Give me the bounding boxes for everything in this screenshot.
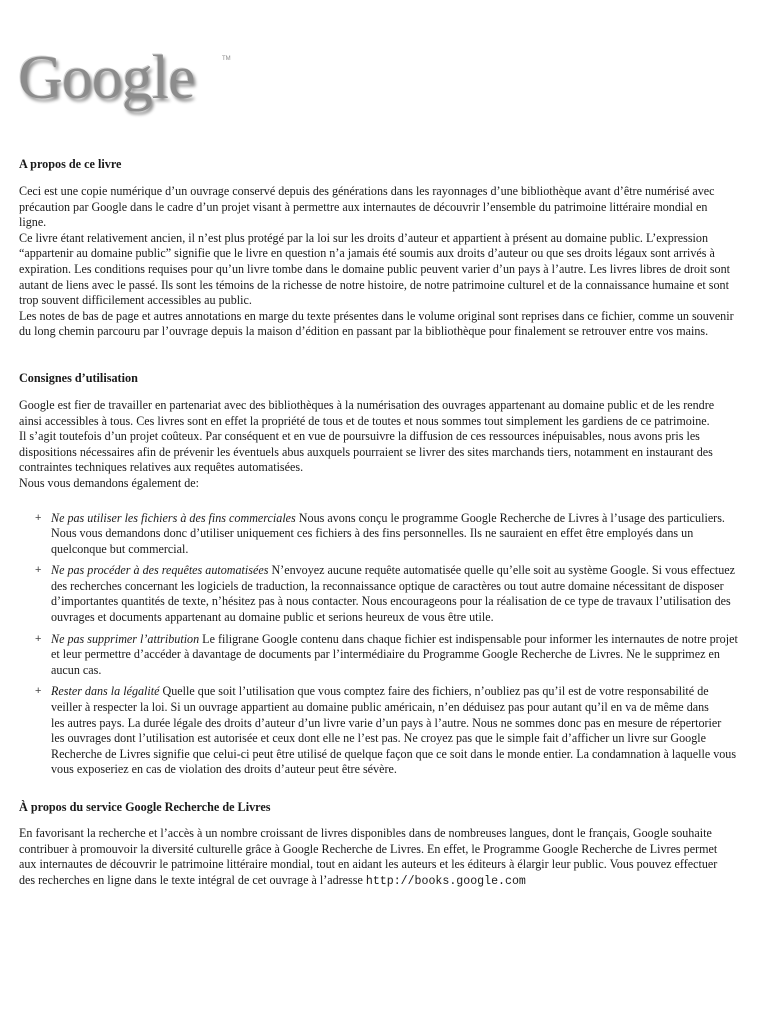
usage-heading: Consignes d’utilisation [19,370,138,385]
text-line: ouvrages et documents appartenant au domaine public et serions heureux de vous être utile. [51,610,494,625]
rule-title: Ne pas utiliser les fichiers à des fins commerciales [51,510,296,525]
text-line: “appartenir au domaine public” signifie que le livre en question n’a jamais été soumis aux droits d’auteur ou que ses droits légaux sont arrivés à [19,246,715,261]
usage-rules-list [19,511,768,779]
text-line: d’importantes quantités de texte, n’hésitez pas à nous contacter. Nous encourageons pour la réalisation de ce type de travaux l’utilisation des [51,594,731,609]
list-item [19,684,768,778]
text-line: Ce livre étant relativement ancien, il n’est plus protégé par la loi sur les droits d’auteur et appartient à présent au domaine public. L’expression [19,230,709,245]
text-line: expiration. Les conditions requises pour qu’un livre tombe dans le domaine public peuvent varier d’un pays à l’autre. Les livres libres de droit sont [19,261,730,276]
google-logo [18,38,231,118]
text-line: les ouvrages dont l’utilisation est autorisée et ceux dont elle ne l’est pas. Ne croyez pas que le simple fait d’afficher un livre sur Google [51,731,706,746]
usage-ask: Nous vous demandons également de: [19,475,200,490]
logo-trademark: TM [222,56,231,62]
text-line: Recherche de Livres signifie que celui-ci peut être utilisé de quelque façon que ce soit dans le monde entier. La condamnation à laquelle vous [51,746,737,761]
text-line: vous exposeriez en cas de violation des droits d’auteur peut être sévère. [51,762,397,777]
about-service-paragraph [19,826,768,889]
rule-text: Le filigrane Google contenu dans chaque fichier est indispensable pour informer les internautes de notre projet [199,631,738,646]
about-book-section [19,156,768,340]
about-book-paragraph [19,309,768,340]
google-logo-text: Google [18,44,195,112]
text-line: quelconque but commercial. [51,541,189,556]
about-book-heading: A propos de ce livre [19,157,122,171]
text-line: trop souvent difficilement accessibles au public. [19,293,252,308]
about-service-section [19,799,768,889]
text-line: et leur permettre d’accéder à davantage de documents par l’intermédiaire du Programme Google Recherche de Livres. Ne le supprimez en [51,647,720,662]
books-url: http://books.google.com [365,874,526,888]
text-line: dispositions nécessaires afin de prévenir les éventuels abus auxquels pourraient se livrer des sites marchands tiers, notamment en instaurant des [19,444,713,459]
text-line: des recherches concernant les logiciels de traduction, la reconnaissance optique de caractères ou tout autre domaine nécessitant de disposer [51,578,724,593]
text-line: Les notes de bas de page et autres annotations en marge du texte présentes dans le volume original sont reprises dans ce fichier, comme un souvenir [19,308,734,323]
rule-title: Rester dans la légalité [51,684,160,699]
document-body [19,156,768,889]
text-line: autant de liens avec le passé. Ils sont les témoins de la richesse de notre histoire, de notre patrimoine culturel et de la connaissance humaine et sont [19,277,729,292]
rule-title: Ne pas supprimer l’attribution [51,631,200,646]
text-line: précaution par Google dans le cadre d’un projet visant à permettre aux internautes de découvrir l’ensemble du patrimoine littéraire mondial en [19,199,708,214]
text-line: veiller à respecter la loi. Si un ouvrage appartient au domaine public américain, n’en déduisez pas pour autant qu’il en va de même dans [51,700,709,715]
bullet-icon: + [35,685,42,698]
bullet-icon: + [35,564,42,577]
text-line: les autres pays. La durée légale des droits d’auteur d’un livre varie d’un pays à l’autre. Nous ne sommes donc pas en mesure de répertorier [51,715,722,730]
text-line: des recherches en ligne dans le texte intégral de cet ouvrage à l’adresse [19,872,366,887]
text-line: contribuer à promouvoir la diversité culturelle grâce à Google Recherche de Livres. En effet, le Programme Google Recherche de Livres permet [19,841,718,856]
text-line: du long chemin parcouru par l’ouvrage depuis la maison d’édition en passant par la bibliothèque pour finalement se retrouver entre vos mains. [19,324,709,339]
usage-intro [19,398,768,476]
rule-title: Ne pas procéder à des requêtes automatisées [51,563,269,578]
list-item [19,632,768,679]
list-item [19,511,768,558]
text-line: ainsi accessibles à tous. Ces livres sont en effet la propriété de tous et de toutes et nous sommes tout simplement les gardiens de ce patrimoine. [19,413,710,428]
text-line: En favorisant la recherche et l’accès à un nombre croissant de livres disponibles dans de nombreuses langues, dont le français, Google souhaite [19,826,712,840]
text-line: ligne. [19,215,47,230]
about-book-paragraph [19,231,768,309]
text-line: Il s’agit toutefois d’un projet coûteux. Par conséquent et en vue de poursuivre la diffusion de ces ressources inépuisables, nous avons pris les [19,429,700,444]
text-line: Ceci est une copie numérique d’un ouvrage conservé depuis des générations dans les rayonnages d’une bibliothèque avant d’être numérisé avec [19,184,715,198]
list-item [19,563,768,625]
text-line: Google est fier de travailler en partenariat avec des bibliothèques à la numérisation des ouvrages appartenant au domaine public et de les rendre [19,397,715,412]
about-service-heading: À propos du service Google Recherche de Livres [19,800,271,814]
text-line: aucun cas. [51,662,102,677]
bullet-icon: + [35,511,42,524]
text-line: Nous vous demandons donc d’utiliser uniquement ces fichiers à des fins personnelles. Ils ne sauraient en effet être employés dans un [51,526,694,541]
rule-text: N’envoyez aucune requête automatisée quelle qu’elle soit au système Google. Si vous effectuez [268,563,735,578]
text-line: aux internautes de découvrir le patrimoine littéraire mondial, tout en aidant les auteurs et les éditeurs à élargir leur public. Vous pouvez effectuer [19,857,718,872]
text-line: contraintes techniques relatives aux requêtes automatisées. [19,460,304,475]
bullet-icon: + [35,632,42,645]
usage-section [19,370,768,778]
rule-text: Nous avons conçu le programme Google Recherche de Livres à l’usage des particuliers. [295,510,725,525]
about-book-paragraph [19,184,768,231]
rule-text: Quelle que soit l’utilisation que vous comptez faire des fichiers, n’oubliez pas qu’il est de votre responsabilité de [159,684,709,699]
